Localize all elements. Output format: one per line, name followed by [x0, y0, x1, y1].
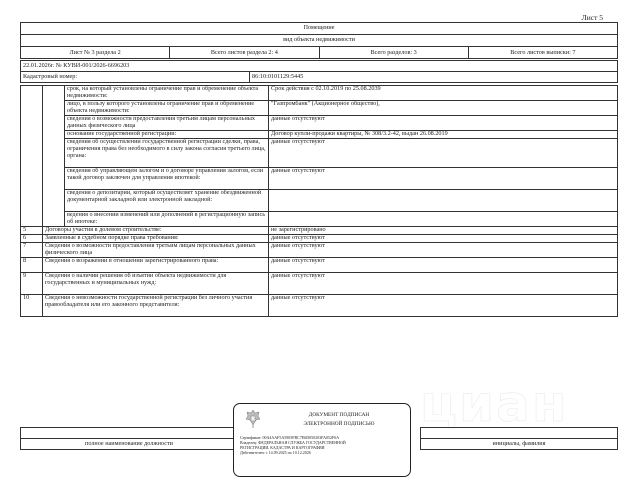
row-label: Сведения о возможности предоставления третьим лицам персональных данных физического лица: [43, 243, 269, 258]
sub-row-value: Срок действия с 02.10.2019 по 25.08.2039: [269, 86, 618, 101]
table-row: [21, 139, 618, 168]
row-number: 5: [21, 227, 43, 235]
stamp-title-line2: ЭЛЕКТРОННОЙ ПОДПИСЬЮ: [303, 421, 375, 427]
sub-row-value: данные отсутствуют: [269, 139, 618, 168]
row-number: 9: [21, 273, 43, 295]
sub-row-value: Договор купли-продажи квартиры, № 308/3.2-42, выдан 26.08.2019: [269, 131, 618, 139]
row-number: 7: [21, 243, 43, 258]
stamp-title-line1: ДОКУМЕНТ ПОДПИСАН: [308, 412, 370, 418]
extract-meta: [20, 60, 618, 83]
row-value: данные отсутствуют: [269, 295, 618, 317]
row-value: данные отсутствуют: [269, 235, 618, 243]
object-type-caption: вид объекта недвижимости: [21, 35, 618, 47]
table-row: [21, 101, 618, 116]
row-label: Сведения о невозможности государственной регистрации без личного участия правообладателя или его законного представителя:: [43, 295, 269, 317]
cadastral-number-label: Кадастровый номер:: [21, 72, 250, 83]
total-sheets-extract: Всего листов выписки: 7: [468, 47, 617, 59]
sub-row-label: сведения об управляющем залогом и о договоре управления залогом, если такой договор заключен для управления ипотекой:: [65, 168, 269, 190]
sub-row-label: ведения о внесении изменений или дополнений в регистрационную запись об ипотеке:: [65, 212, 269, 227]
row-value: не зарегистрировано: [269, 227, 618, 235]
row-value: данные отсутствуют: [269, 243, 618, 258]
sub-row-label: сведения о депозитарии, который осуществляет хранение обездвиженной документарной закладной или электронной закладной:: [65, 190, 269, 212]
table-row: [21, 212, 618, 227]
sub-row-value: данные отсутствуют: [269, 168, 618, 190]
total-sheets-section: Всего листов раздела 2: 4: [170, 47, 319, 59]
stamp-owner-line1: Владелец: ФЕДЕРАЛЬНАЯ СЛУЖБА ГОСУДАРСТВЕННОЙ: [240, 440, 346, 445]
sub-row-label: срок, на который установлены ограничение прав и обременение объекта недвижимости:: [65, 86, 269, 101]
row-number: 6: [21, 235, 43, 243]
table-row: [21, 86, 618, 101]
watermark: циан: [420, 375, 569, 433]
total-sections: Всего разделов: 3: [319, 47, 468, 59]
table-row: [21, 258, 618, 273]
row-value: данные отсутствуют: [269, 258, 618, 273]
sheet-number: Лист 5: [581, 13, 603, 22]
stamp-certificate: Сертификат: 00A4AAF5A5905FBC7E6D050203FA052F6A: [240, 435, 340, 440]
sheet-in-section: Лист № 3 раздела 2: [21, 47, 170, 59]
electronic-signature-stamp: [233, 403, 411, 477]
sub-row-value: "Газпромбанк" (Акционерное общество),: [269, 101, 618, 116]
name-caption: инициалы, фамилия: [421, 439, 618, 450]
sub-row-value: [269, 212, 618, 227]
table-row: [21, 243, 618, 258]
table-row: [21, 116, 618, 131]
encumbrance-table: [20, 85, 618, 317]
stamp-owner-line2: РЕГИСТРАЦИИ, КАДАСТРА И КАРТОГРАФИИ: [240, 445, 325, 450]
sub-row-label: сведения об осуществлении государственной регистрации сделки, права, ограничения права без необходимого в силу закона согласия третьего лица, органа:: [65, 139, 269, 168]
stamp-validity: Действителен: с 14.09.2025 по 10.12.2026: [240, 450, 311, 455]
cadastral-number-value: 86:10:0101129:5445: [250, 72, 618, 83]
table-row: [21, 295, 618, 317]
row-label: Сведения о возражении в отношении зарегистрированного права:: [43, 258, 269, 273]
position-field: [21, 428, 238, 439]
row-label: Заявленные в судебном порядке права требования:: [43, 235, 269, 243]
sub-row-label: основание государственной регистрации:: [65, 131, 269, 139]
row-number: 8: [21, 258, 43, 273]
row-value: данные отсутствуют: [269, 273, 618, 295]
table-row: [21, 273, 618, 295]
emblem-icon: [244, 408, 262, 428]
object-type-header: [20, 22, 618, 47]
row-number-cell: [21, 86, 43, 227]
sub-number-cell: [43, 86, 65, 227]
position-caption: полное наименование должности: [21, 439, 238, 450]
sub-row-value: [269, 190, 618, 212]
row-label: Договоры участия в долевом строительстве:: [43, 227, 269, 235]
table-row: [21, 168, 618, 190]
extract-date-number: 22.01.2026г. № КУВИ-001/2026-6696203: [21, 61, 618, 72]
sheet-info-header: [20, 46, 618, 59]
row-label: Сведения о наличии решения об изъятии объекта недвижимости для государственных и муниципальных нужд:: [43, 273, 269, 295]
row-number: 10: [21, 295, 43, 317]
table-row: [21, 190, 618, 212]
name-field: [421, 428, 618, 439]
object-type: Помещение: [21, 23, 618, 35]
sub-row-value: данные отсутствуют: [269, 116, 618, 131]
sub-row-label: сведения о возможности предоставления третьим лицам персональных данных физического лица: [65, 116, 269, 131]
sub-row-label: лицо, в пользу которого установлены ограничение прав и обременение объекта недвижимости:: [65, 101, 269, 116]
